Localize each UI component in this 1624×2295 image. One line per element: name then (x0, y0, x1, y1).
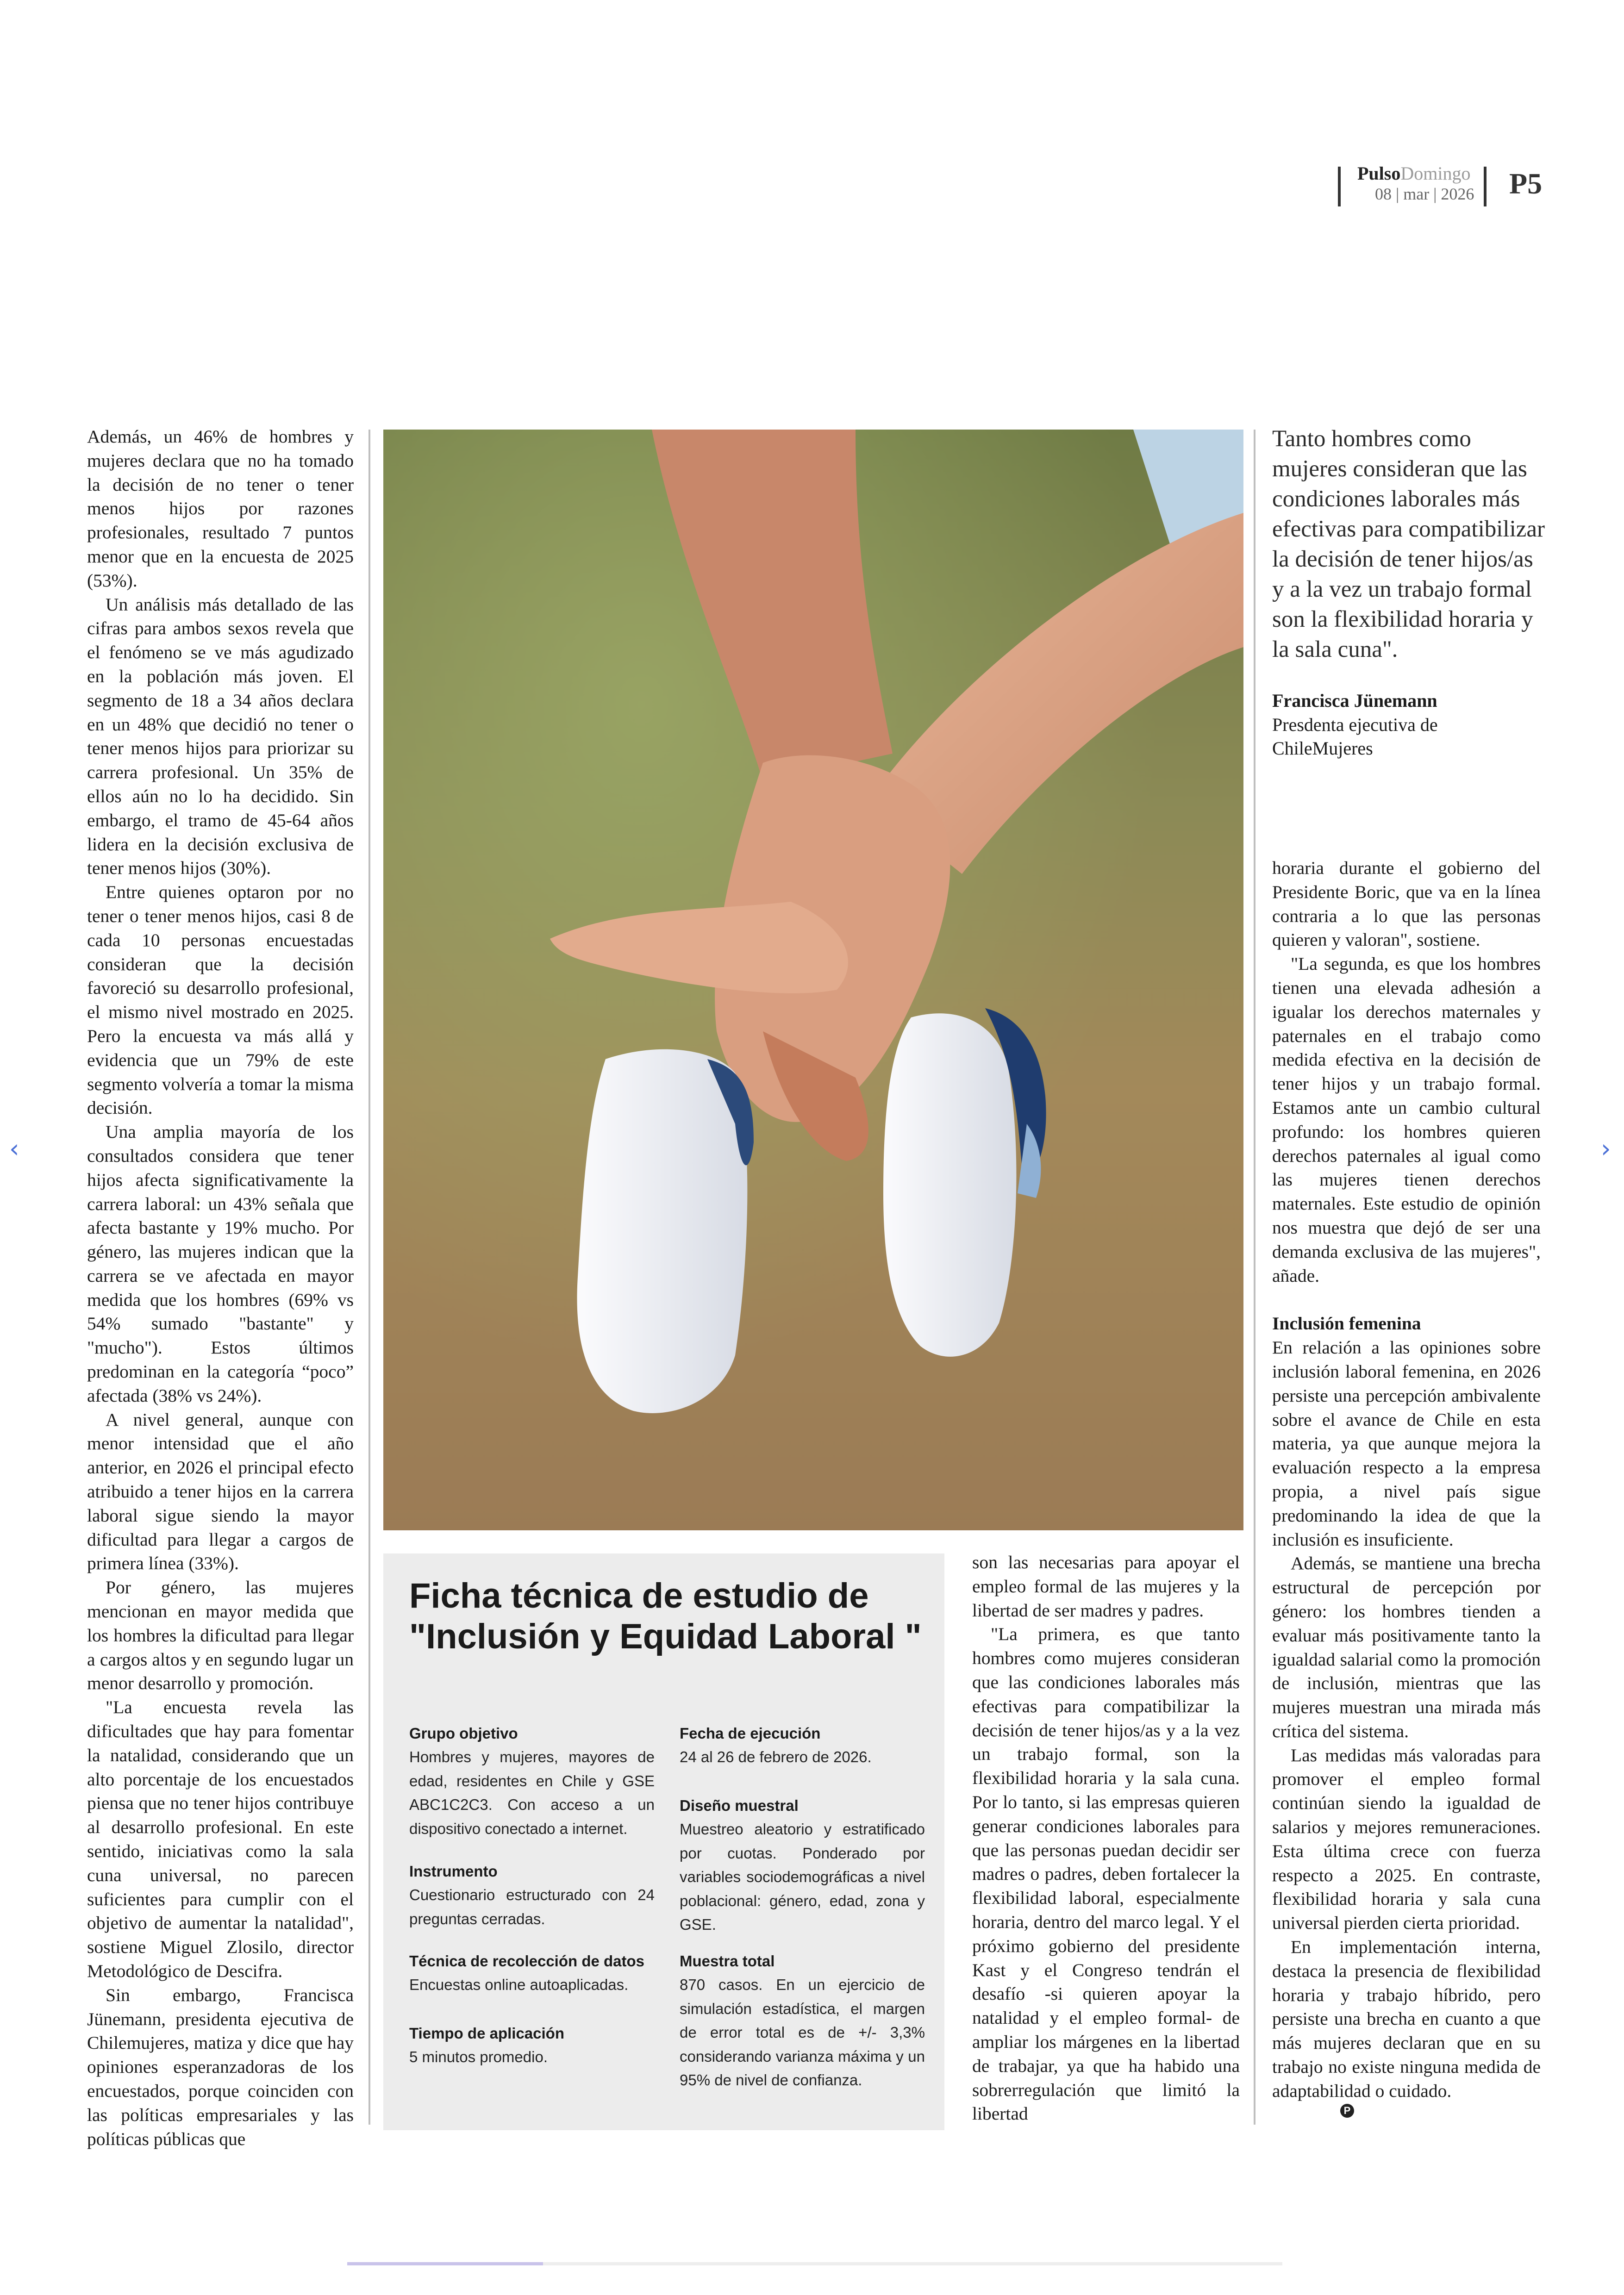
article-column-1 (87, 425, 354, 2151)
page-number: P5 (1509, 167, 1543, 200)
factsheet-box (383, 1553, 944, 2130)
factsheet-value: 870 casos. En un ejercicio de simulación estadística, el margen de error total es de +/- 3,3% considerando varianza máxima y un 95% de nivel de confianza. (680, 1976, 925, 2089)
column-rule (1254, 430, 1255, 2125)
pull-quote: Tanto hombres como mujeres consideran que las condiciones laborales más efectivas para compatibilizar la decisión de tener hijos/as y a la vez un trabajo formal son la flexibilidad horaria y la sala cuna". (1272, 426, 1545, 662)
paragraph: Además, se mantiene una brecha estructural de percepción por género: los hombres tienden a evaluar más positivamente tanto la igualdad salarial como la promoción de inclusión, mientras que las mujeres muestran una mirada más crítica del sistema. (1272, 1553, 1541, 1741)
paragraph: En implementación interna, destaca la presencia de flexibilidad horaria y trabajo híbrido, pero persiste una brecha en cuanto a que más mujeres declaran que en su trabajo no existe ninguna medida de adaptabilidad o cuidado. (1272, 1937, 1541, 2101)
quote-author-role: Presdenta ejecutiva de (1272, 714, 1438, 735)
factsheet-value: Muestreo aleatorio y estratificado por cuotas. Ponderado por variables sociodemográficas a nivel poblacional: género, edad, zona y GSE. (680, 1821, 925, 1933)
factsheet-label: Muestra total (680, 1952, 775, 1970)
factsheet-label: Diseño muestral (680, 1797, 799, 1814)
masthead-divider (1484, 167, 1487, 206)
factsheet-label: Grupo objetivo (409, 1725, 518, 1742)
paragraph: Además, un 46% de hombres y mujeres declara que no ha tomado la decisión de no tener o tener menos hijos por razones profesionales, resultado 7 puntos menor que en la encuesta de 2025 (53%). (87, 426, 354, 591)
masthead-divider (1338, 167, 1341, 206)
factsheet-label: Tiempo de aplicación (409, 2025, 564, 2042)
factsheet-value: 5 minutos promedio. (409, 2048, 548, 2065)
quote-author-organization: ChileMujeres (1272, 738, 1373, 759)
chevron-right-icon[interactable]: › (1601, 1134, 1611, 1163)
factsheet-value: Cuestionario estructurado con 24 preguntas cerradas. (409, 1886, 655, 1927)
paragraph: En relación a las opiniones sobre inclusión laboral femenina, en 2026 persiste una percepción ambivalente sobre el avance de Chile en esta materia, ya que aunque mejora la evaluación respecto a la empresa propia, a nivel país sigue predominando la idea de que la inclusión es insuficiente. (1272, 1337, 1541, 1550)
factsheet-label: Técnica de recolección de datos (409, 1952, 645, 1970)
paragraph: Las medidas más valoradas para promover el empleo formal continúan siendo la igualdad de salarios y mejores remuneraciones. Esta última crece con fuerza respecto a 2025. En contraste, flexibilidad horaria y sala cuna universal pierden cierta prioridad. (1272, 1745, 1541, 1933)
reading-progress-fill (347, 2262, 543, 2265)
factsheet-title: Ficha técnica de estudio de "Inclusión y Equidad Laboral " (409, 1576, 922, 1656)
paragraph: Sin embargo, Francisca Jünemann, presidenta ejecutiva de Chilemujeres, matiza y dice que hay opiniones esperanzadoras de los encuestados, porque coinciden con las políticas empresariales y las políticas públicas que (87, 1984, 354, 2149)
paragraph: "La encuesta revela las dificultades que hay para fomentar la natalidad, considerando que un alto porcentaje de los encuestados piensa que no tener hijos contribuye al desarrollo profesional. En este sentido, iniciativas como la sala cuna universal, no parecen suficientes para cumplir con el objetivo de aumentar la natalidad", sostiene Miguel Zlosilo, director Metodológico de Descifra. (87, 1697, 354, 1981)
end-mark-icon: P (1340, 2104, 1354, 2118)
paragraph: A nivel general, aunque con menor intensidad que el año anterior, en 2026 el principal efecto atribuido a tener hijos en la carrera laboral sigue siendo la mayor dificultad para llegar a cargos de primera línea (33%). (87, 1409, 354, 1574)
masthead (1338, 163, 1546, 209)
chevron-left-icon[interactable]: ‹ (9, 1134, 19, 1163)
paragraph: Una amplia mayoría de los consultados considera que tener hijos afecta significativamente la carrera laboral: un 43% señala que afecta bastante y 19% mucho. Por género, las mujeres indican que la carrera se ve afectada en mayor medida que los hombres (69% vs 54% sumado "bastante" y "mucho"). Estos últimos predominan en la categoría “poco” afectada (38% vs 24%). (87, 1122, 354, 1406)
paragraph: Un análisis más detallado de las cifras para ambos sexos revela que el fenómeno se ve más agudizado en la población más joven. El segmento de 18 a 34 años declara en un 48% que decidió no tener o tener menos hijos para priorizar su carrera profesional. Un 35% de ellos aún no lo ha decidido. Sin embargo, el tramo de 45-64 años lidera en la decisión exclusiva de tener menos hijos (30%). (87, 594, 354, 879)
factsheet-label: Instrumento (409, 1863, 498, 1880)
factsheet-value: Hombres y mujeres, mayores de edad, residentes en Chile y GSE ABC1C2C3. Con acceso a un dispositivo conectado a internet. (409, 1748, 655, 1837)
article-column-3 (972, 1551, 1240, 2126)
issue-date: 08 | mar | 2026 (1375, 185, 1474, 203)
paragraph: Por género, las mujeres mencionan en mayor medida que los hombres la dificultad para llegar a cargos altos y en segundo lugar un menor desarrollo y promoción. (87, 1577, 354, 1694)
article-photo (383, 430, 1243, 1530)
quote-author: Francisca Jünemann (1272, 690, 1437, 711)
paragraph: "La primera, es que tanto hombres como mujeres consideran que las condiciones laborales más efectivas para compatibilizar la decisión de tener hijos/as y a la vez un trabajo formal, son la flexibilidad horaria y la sala cuna. Por lo tanto, si las empresas quieren generar condiciones laborales para que las personas puedan decidir ser madres o padres, deben fortalecer la flexibilidad laboral, especialmente horaria, dentro del marco legal. Y el próximo gobierno del presidente Kast y el Congreso tendrán el desafío -si quieren apoyar la natalidad y el empleo formal- de ampliar los márgenes en la libertad de trabajar, ya que ha habido una sobrerregulación que limitó la libertad (972, 1624, 1240, 2124)
paragraph: "La segunda, es que los hombres tienen una elevada adhesión a igualar los derechos maternales y paternales en el trabajo como medida efectiva en la decisión de tener hijos y un trabajo formal. Estamos ante un cambio cultural profundo: los hombres quieren derechos paternales al igual como las mujeres tienen derechos maternales. Este estudio de opinión nos muestra que dejó de ser una demanda exclusiva de las mujeres", añade. (1272, 954, 1541, 1286)
paragraph: Entre quienes optaron por no tener o tener menos hijos, casi 8 de cada 10 personas encuestadas consideran que la decisión favoreció su desarrollo profesional, el mismo nivel mostrado en 2025. Pero la encuesta va más allá y evidencia que un 79% de este segmento volvería a tomar la misma decisión. (87, 882, 354, 1118)
column-rule (369, 430, 370, 2125)
paragraph: horaria durante el gobierno del Presidente Boric, que va en la línea contraria a lo que las personas quieren y valoran", sostiene. (1272, 858, 1541, 950)
brand-logo: PulsoDomingo (1357, 163, 1471, 184)
factsheet-value: 24 al 26 de febrero de 2026. (680, 1748, 872, 1765)
article-column-4 (1272, 856, 1541, 2103)
factsheet-label: Fecha de ejecución (680, 1725, 821, 1742)
factsheet-value: Encuestas online autoaplicadas. (409, 1976, 629, 1993)
section-subheading: Inclusión femenina (1272, 1313, 1421, 1334)
paragraph: son las necesarias para apoyar el empleo formal de las mujeres y la libertad de ser madres y padres. (972, 1552, 1240, 1621)
